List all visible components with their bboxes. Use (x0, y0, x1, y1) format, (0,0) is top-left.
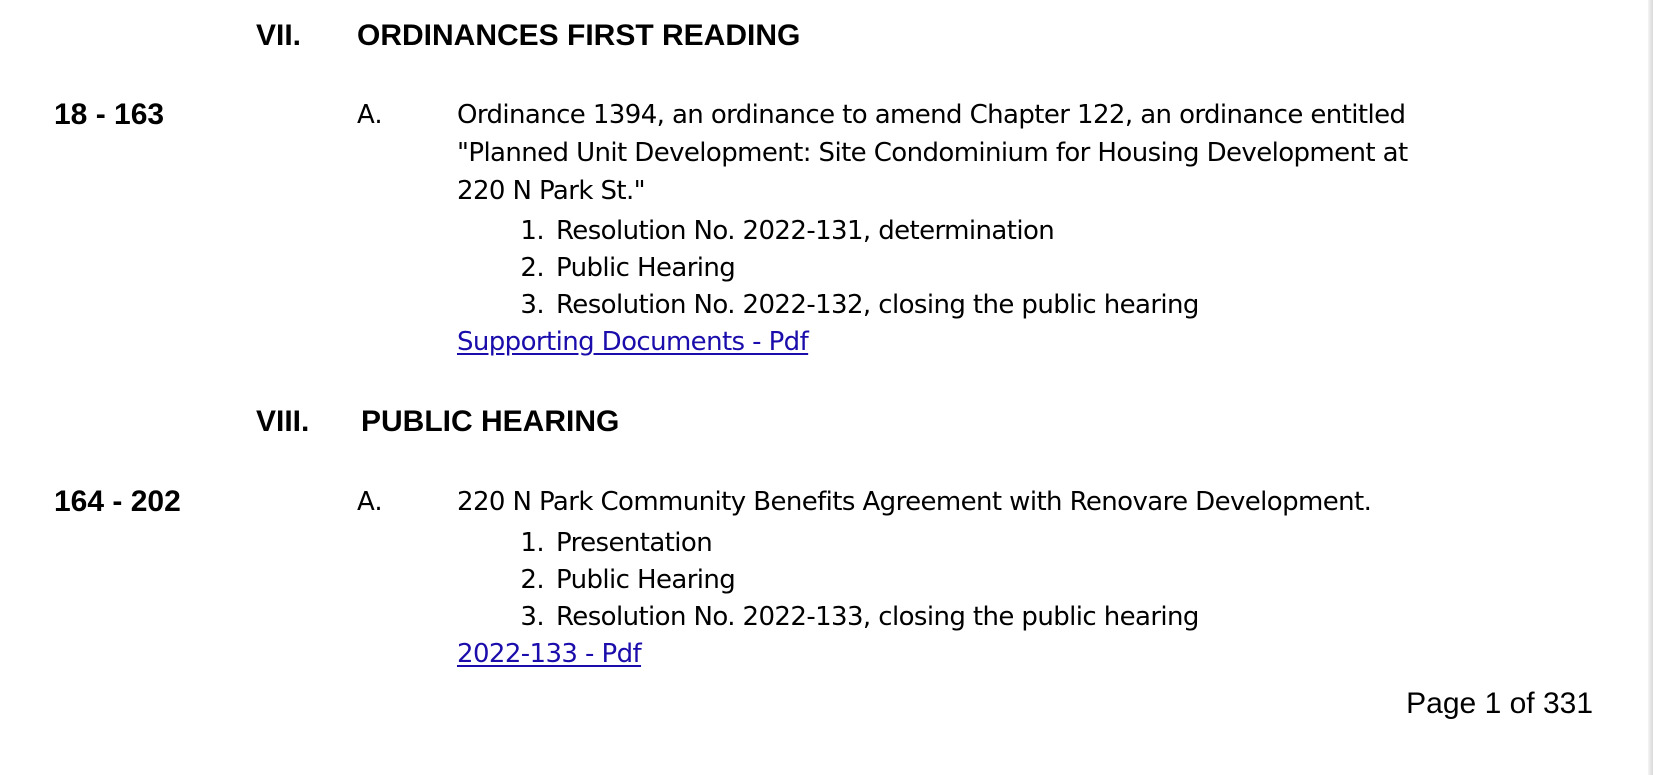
sub-item-text: Public Hearing (556, 252, 736, 283)
sub-item-text: Presentation (556, 527, 713, 558)
sub-item-text: Resolution No. 2022-133, closing the public hearing (556, 601, 1199, 632)
resolution-pdf-link-wrapper (457, 635, 641, 673)
resolution-pdf-link[interactable]: 2022-133 - Pdf (457, 639, 642, 669)
sub-item (499, 249, 1199, 286)
page-indicator: Page 1 of 331 (1406, 687, 1593, 720)
item-description (457, 483, 1371, 521)
sub-item-text: Public Hearing (556, 564, 736, 595)
sub-item-number: 3. (520, 601, 544, 632)
supporting-documents-link[interactable]: Supporting Documents - Pdf (457, 327, 809, 357)
item-letter: A. (357, 487, 383, 517)
sub-item-text: Resolution No. 2022-131, determination (556, 215, 1055, 246)
sub-item (499, 598, 1199, 635)
item-letter: A. (357, 100, 383, 130)
sub-item (499, 212, 1199, 249)
sub-item (499, 286, 1199, 323)
sub-item (499, 561, 1199, 598)
sub-item (499, 524, 1199, 561)
item-description (457, 96, 1408, 210)
sub-item-number: 2. (520, 564, 544, 595)
item-description-line: 220 N Park Community Benefits Agreement with Renovare Development. (457, 487, 1372, 517)
section-title: PUBLIC HEARING (361, 405, 620, 438)
sub-item-list (499, 524, 1199, 635)
section-title: ORDINANCES FIRST READING (357, 19, 801, 52)
item-description-line: "Planned Unit Development: Site Condominium for Housing Development at (457, 138, 1408, 168)
page-range: 164 - 202 (54, 485, 181, 518)
page-range: 18 - 163 (54, 98, 165, 131)
section-numeral: VII. (256, 19, 302, 52)
item-description-line: Ordinance 1394, an ordinance to amend Chapter 122, an ordinance entitled (457, 100, 1406, 130)
sub-item-number: 3. (520, 289, 544, 320)
sub-item-list (499, 212, 1199, 323)
item-description-line: 220 N Park St." (457, 176, 645, 206)
sub-item-number: 2. (520, 252, 544, 283)
page-edge-shadow (1648, 0, 1653, 775)
sub-item-number: 1. (520, 527, 544, 558)
section-numeral: VIII. (256, 405, 310, 438)
sub-item-text: Resolution No. 2022-132, closing the public hearing (556, 289, 1199, 320)
supporting-documents-link-wrapper (457, 323, 808, 361)
sub-item-number: 1. (520, 215, 544, 246)
